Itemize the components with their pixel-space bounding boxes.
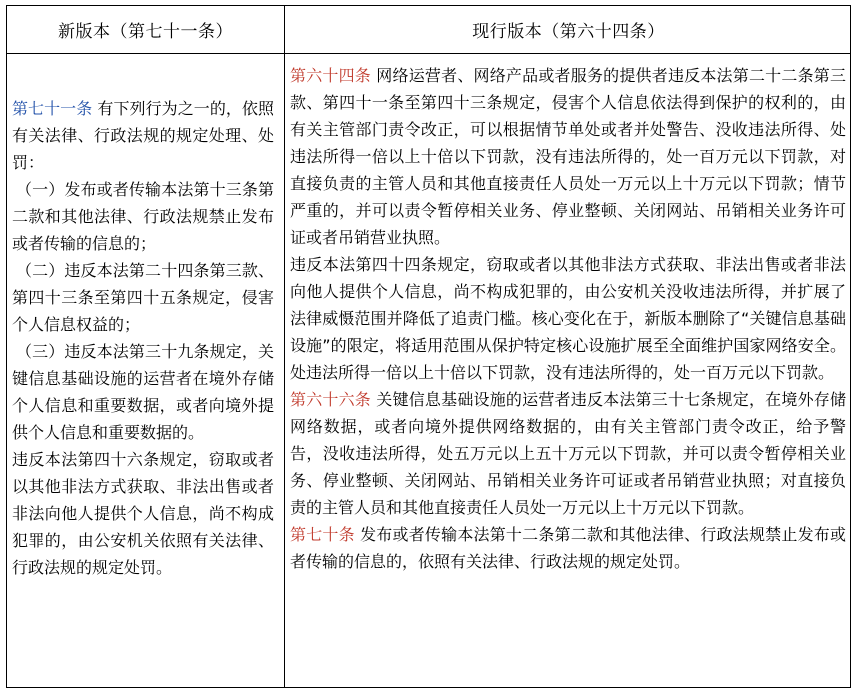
new-version-cell xyxy=(12,95,274,581)
article-label-64: 第六十四条 xyxy=(290,66,372,85)
new-article-closing: 违反本法第四十六条规定，窃取或者以其他非法方式获取、非法出售或者非法向他人提供个人信息，尚不构成犯罪的，由公安机关依照有关法律、行政法规的规定处罚。 xyxy=(12,450,274,577)
article-71-intro: 有下列行为之一的，依照有关法律、行政法规的规定处理、处罚： xyxy=(12,99,274,172)
article-70-paragraph xyxy=(290,521,846,575)
column-divider xyxy=(284,6,285,687)
article-66-paragraph xyxy=(290,386,846,521)
clause-item-2: （二）违反本法第二十四条第三款、第四十三条至第四十五条规定，侵害个人信息权益的； xyxy=(12,261,274,334)
article-64-paragraph xyxy=(290,62,846,251)
clause-item-1: （一）发布或者传输本法第十三条第二款和其他法律、行政法规禁止发布或者传输的信息的； xyxy=(12,180,274,253)
comparison-table xyxy=(6,5,851,688)
article-70-text: 发布或者传输本法第十二条第二款和其他法律、行政法规禁止发布或者传输的信息的，依照有关法律、行政法规的规定处罚。 xyxy=(290,525,846,571)
header-divider xyxy=(7,53,850,54)
clause-item-3: （三）违反本法第三十九条规定，关键信息基础设施的运营者在境外存储个人信息和重要数据，或者向境外提供个人信息和重要数据的。 xyxy=(12,342,274,442)
article-66-text: 关键信息基础设施的运营者违反本法第三十七条规定，在境外存储网络数据，或者向境外提供网络数据的，由有关主管部门责令改正，给予警告，没收违法所得，处五万元以上五十万元以下罚款，并可以责令暂停相关业务、停业整顿、关闭网站、吊销相关业务许可证或者吊销营业执照；对直接负责的主管人员和其他直接责任人员处一万元以上十万元以下罚款。 xyxy=(290,390,846,517)
current-version-cell xyxy=(290,62,846,575)
header-new-version: 新版本（第七十一条） xyxy=(58,22,233,42)
new-article-intro xyxy=(12,95,274,176)
article-label-66: 第六十六条 xyxy=(290,390,372,409)
article-label-70: 第七十条 xyxy=(290,525,355,544)
article-label-71: 第七十一条 xyxy=(12,99,93,118)
article-64-text: 网络运营者、网络产品或者服务的提供者违反本法第二十二条第三款、第四十一条至第四十三条规定，侵害个人信息依法得到保护的权利的，由有关主管部门责令改正，可以根据情节单处或者并处警告、没收违法所得、处违法所得一倍以上十倍以下罚款，没有违法所得的，处一百万元以下罚款，对直接负责的主管人员和其他直接责任人员处一万元以上十万元以下罚款；情节严重的，并可以责令暂停相关业务、停业整顿、关闭网站、吊销相关业务许可证或者吊销营业执照。 xyxy=(290,66,846,247)
article-44-paragraph: 违反本法第四十四条规定，窃取或者以其他非法方式获取、非法出售或者非法向他人提供个人信息，尚不构成犯罪的，由公安机关没收违法所得，并扩展了法律威慑范围并降低了追责门槛。核心变化在于，新版本删除了“关键信息基础设施”的限定，将适用范围从保护特定核心设施扩展至全面维护国家网络安全。处违法所得一倍以上十倍以下罚款，没有违法所得的，处一百万元以下罚款。 xyxy=(290,255,846,382)
header-current-version: 现行版本（第六十四条） xyxy=(472,22,665,42)
